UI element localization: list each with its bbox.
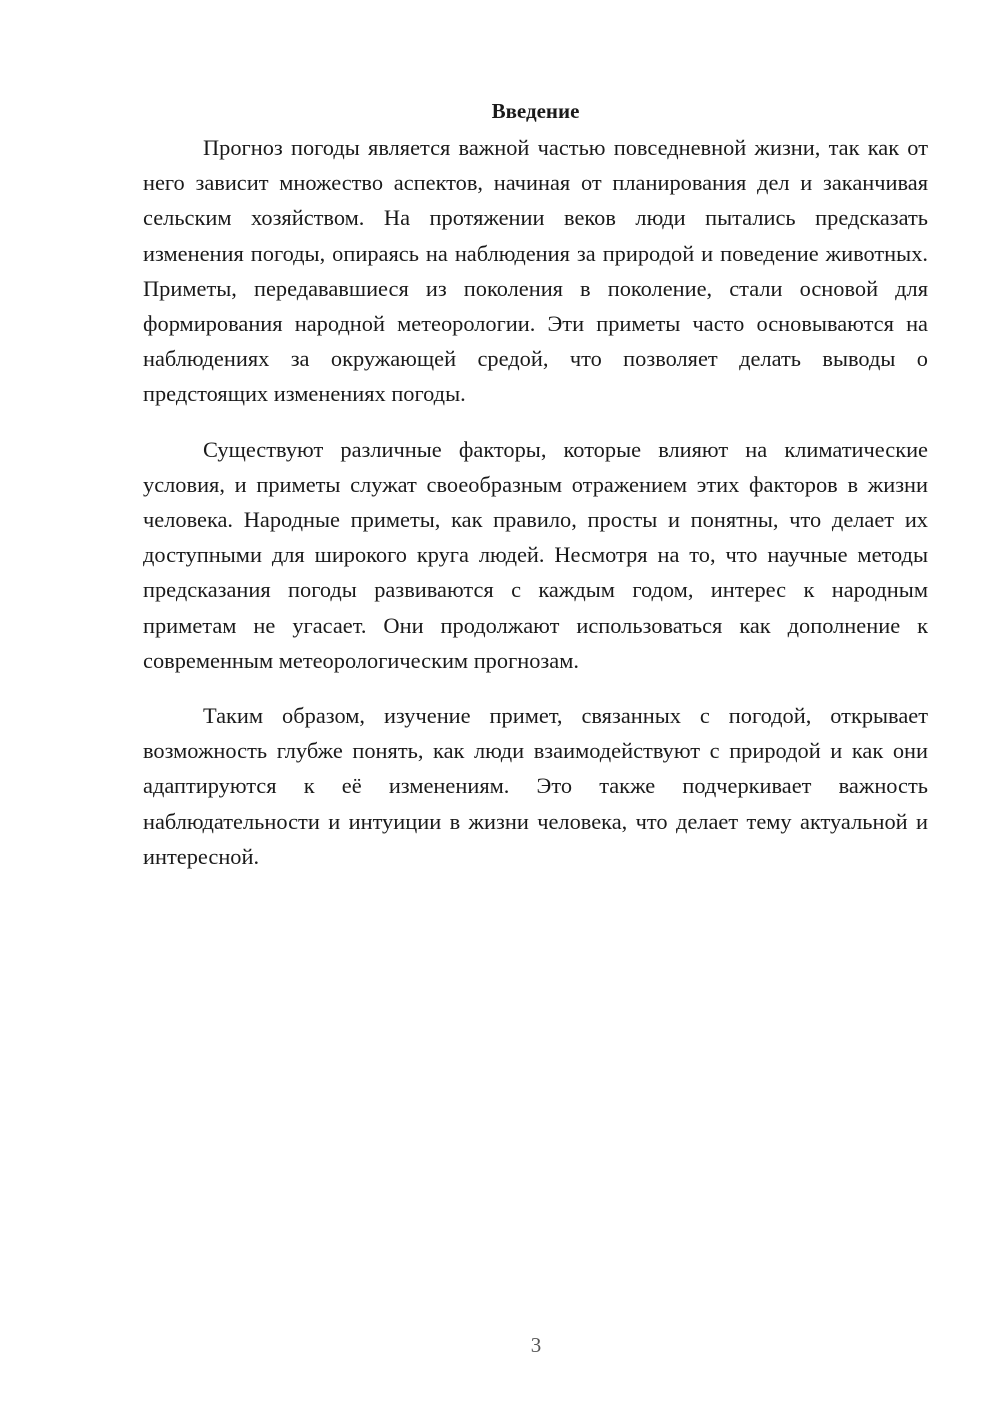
section-title: Введение <box>491 99 580 123</box>
paragraph-2: Существуют различные факторы, которые влияют на климатические условия, и приметы служат своеобразным отражением этих факторов в жизни человека. Народные приметы, как правило, просты и понятны, что делает их доступными для широкого круга людей. Несмотря на то, что научные методы предсказания погоды развиваются с каждым годом, интерес к народным приметам не угасает. Они продолжают использоваться как дополнение к современным метеорологическим прогнозам. <box>143 436 928 673</box>
page-number: 3 <box>530 1333 542 1357</box>
document-body <box>143 96 928 874</box>
paragraph-3: Таким образом, изучение примет, связанных с погодой, открывает возможность глубже понять, как люди взаимодействуют с природой и как они адаптируются к её изменениям. Это также подчеркивает важность наблюдательности и интуиции в жизни человека, что делает тему актуальной и интересной. <box>143 703 928 869</box>
paragraph-1: Прогноз погоды является важной частью повседневной жизни, так как от него зависит множество аспектов, начиная от планирования дел и заканчивая сельским хозяйством. На протяжении веков люди пытались предсказать изменения погоды, опираясь на наблюдения за природой и поведение животных. Приметы, передававшиеся из поколения в поколение, стали основой для формирования народной метеорологии. Эти приметы часто основываются на наблюдениях за окружающей средой, что позволяет делать выводы о предстоящих изменениях погоды. <box>143 135 928 407</box>
